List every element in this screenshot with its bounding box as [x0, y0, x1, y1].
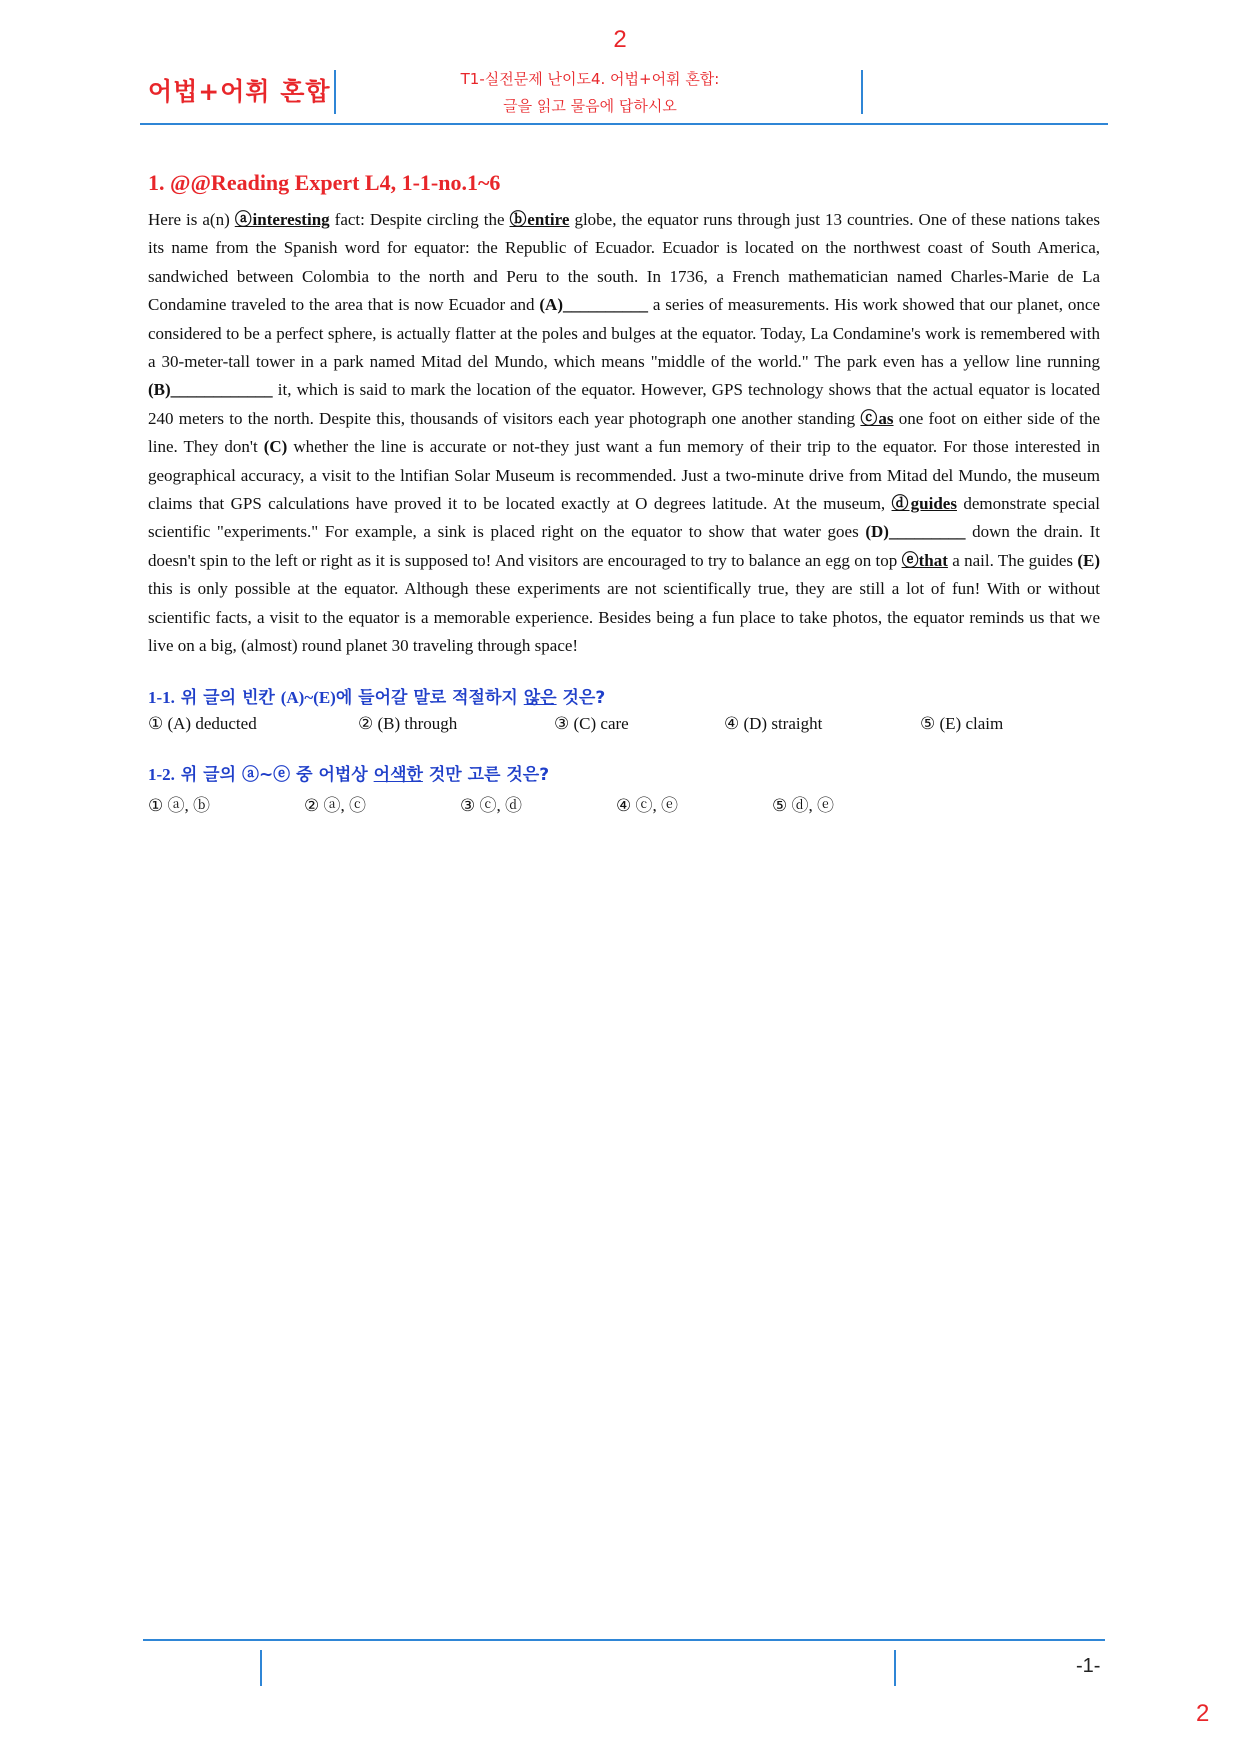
subquestion-text: 것만 고른 것은? — [422, 764, 550, 785]
page-header — [140, 62, 1108, 122]
corner-page-number: 2 — [1196, 1700, 1210, 1727]
subquestion-emphasis: 않은 — [523, 687, 557, 708]
marked-word-b: ⓑentire — [509, 210, 570, 229]
passage-text: a series of measurements. His work showed that our planet, once considered to be a perfect sphere, is actually flatter at the poles and bulges at the equator. Today, La Condamine's work is remembered with a 30-meter-tall tower in a park named Mitad del Mundo, which means "middle of the world." The park even has a yellow line running — [148, 295, 1100, 372]
answer-choice[interactable]: ④ (D) straight — [724, 713, 823, 733]
passage-text: Here is a(n) — [148, 210, 235, 229]
blank-c: (C) — [263, 437, 288, 457]
subquestion-range: (A)~(E) — [280, 687, 336, 707]
passage-text: down the drain. It doesn't spin to the left or right as it is supposed to! And visitors are encouraged to try to balance an egg on top — [148, 522, 1101, 570]
answer-choice[interactable]: ② ⓐ, ⓒ — [304, 795, 366, 815]
page-number: -1- — [1076, 1655, 1101, 1677]
footer-divider — [894, 1650, 896, 1686]
answer-choice[interactable]: ⑤ (E) claim — [920, 713, 1004, 733]
subquestion-emphasis: 어색한 — [373, 764, 423, 785]
subquestion-text: 에 들어갈 말로 적절하지 — [335, 687, 524, 708]
blank-b: (B)____________ — [148, 380, 273, 400]
subquestion-number: 1-1. — [148, 687, 175, 707]
header-divider — [861, 70, 863, 114]
answer-choice[interactable]: ⑤ ⓓ, ⓔ — [772, 795, 834, 815]
answer-choice[interactable]: ③ ⓒ, ⓓ — [460, 795, 522, 815]
footer-rule — [143, 1639, 1105, 1641]
subquestion-text: 위 글의 빈칸 — [174, 687, 281, 708]
header-subtitle-line2: 글을 읽고 물음에 답하시오 — [503, 97, 677, 115]
subquestion-text: 것은? — [556, 687, 606, 708]
footer-divider — [260, 1650, 262, 1686]
blank-a: (A)__________ — [539, 295, 648, 315]
passage-text: it, which is said to mark the location of the equator. However, GPS technology shows that the actual equator is located 240 meters to the north. Despite this, thousands of visitors each year photograph one another standing — [148, 380, 1100, 428]
answer-choice[interactable]: ③ (C) care — [554, 713, 629, 733]
passage-text: demonstrate special scientific "experiments." For example, a sink is placed right on the equator to show that water goes — [148, 494, 1100, 542]
header-rule — [140, 123, 1108, 125]
answer-choices-1-2 — [148, 791, 1100, 816]
subquestion-text: 위 글의 ⓐ~ⓔ 중 어법상 — [174, 764, 374, 785]
passage-text: whether the line is accurate or not-they just want a fun memory of their trip to the equator. For those interested in geographical accuracy, a visit to the lntifian Solar Museum is recommended. Just a two-minute drive from Mitad del Mundo, the museum claims that GPS calculations have proved it to be located exactly at O degrees latitude. At the museum, — [148, 437, 1101, 514]
marked-word-c: ⓒas — [860, 408, 894, 428]
header-subtitle-line1: T1-실전문제 난이도4. 어법+어휘 혼합: — [460, 70, 720, 88]
header-subtitle — [390, 66, 790, 120]
answer-choice[interactable]: ④ ⓒ, ⓔ — [616, 795, 678, 815]
passage-text: one foot on either side of the line. They don't — [148, 408, 1100, 457]
passage-text: this is only possible at the equator. Although these experiments are not scientifically true, they are still a lot of fun! With or without scientific facts, a visit to the equator is a memorable experience. Besides being a fun place to take photos, the equator reminds us that we live on a big, (almost) round planet 30 traveling through space! — [148, 579, 1100, 656]
top-page-number: 2 — [613, 26, 627, 53]
marked-word-a: ⓐinteresting — [234, 210, 330, 229]
blank-e: (E) — [1077, 550, 1101, 570]
header-title: 어법+어휘 혼합 — [148, 77, 331, 106]
answer-choice[interactable]: ② (B) through — [358, 713, 458, 733]
question-title: 1. @@Reading Expert L4, 1-1-no.1~6 — [148, 170, 501, 195]
subquestion-number: 1-2. — [148, 764, 175, 784]
header-divider — [334, 70, 336, 114]
passage-text: a nail. The guides — [947, 550, 1078, 570]
answer-choice[interactable]: ① ⓐ, ⓑ — [148, 795, 210, 815]
question-section — [148, 170, 1100, 816]
marked-word-e: ⓔthat — [901, 550, 948, 570]
answer-choice[interactable]: ① (A) deducted — [148, 713, 257, 733]
answer-choices-1-1 — [148, 714, 1100, 734]
marked-word-d: ⓓguides — [891, 494, 957, 514]
passage-text: globe, the equator runs through just 13 countries. One of these nations takes its name from the Spanish word for equator: the Republic of Ecuador. Ecuador is located on the northwest coast of South America, sandwiched between Colombia to the north and Peru to the south. In 1736, a French mathematician named Charles-Marie de La Condamine traveled to the area that is now Ecuador and — [148, 210, 1101, 315]
blank-d: (D)_________ — [865, 522, 966, 542]
subquestion-1-2 — [148, 760, 1100, 785]
subquestion-1-1 — [148, 683, 1100, 708]
passage-text: fact: Despite circling the — [329, 210, 510, 229]
reading-passage — [148, 206, 1100, 661]
